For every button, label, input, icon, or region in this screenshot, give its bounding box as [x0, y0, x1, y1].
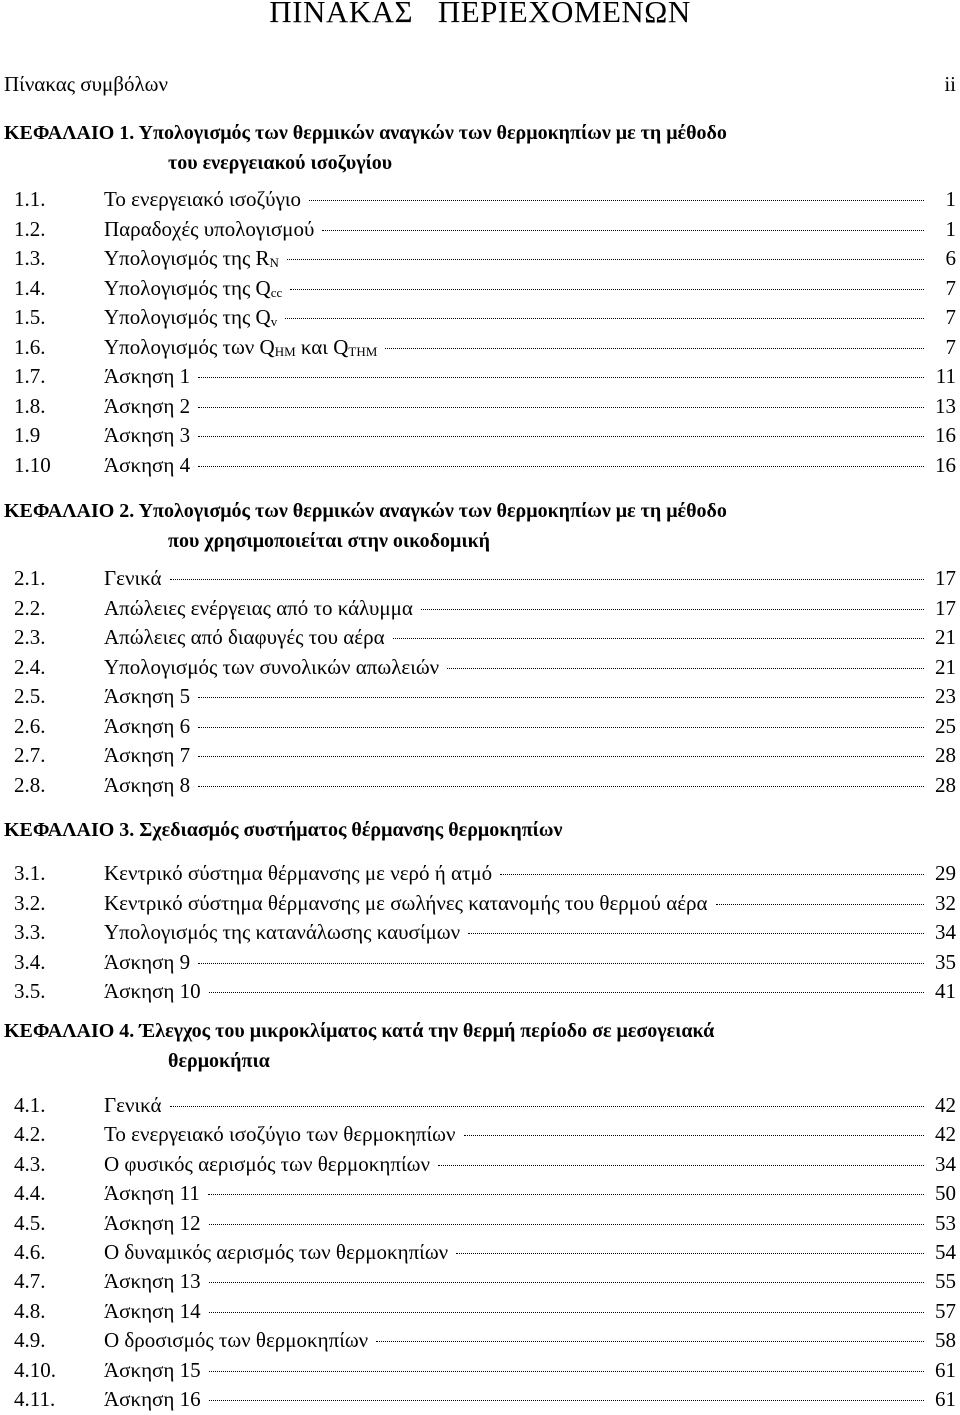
toc-entry-title [104, 711, 190, 741]
dot-leader [198, 756, 924, 757]
toc-entry-title [104, 652, 439, 682]
chapter-heading-line1: ΚΕΦΑΛΑΙΟ 3. Σχεδιασμός συστήματος θέρμανσης θερμοκηπίων [4, 819, 563, 841]
toc-entry-title-text: Άσκηση 15 [104, 1357, 201, 1382]
chapter-heading-line1: ΚΕΦΑΛΑΙΟ 2. Υπολογισμός των θερμικών αναγκών των θερμοκηπίων με τη μέθοδο [4, 500, 727, 522]
toc-entry[interactable] [14, 681, 956, 711]
dot-leader [290, 289, 924, 290]
chapter-3-heading [4, 815, 956, 845]
toc-entry-page: 57 [935, 1298, 956, 1323]
toc-entry[interactable] [14, 563, 956, 593]
toc-entry-number: 2.4. [14, 654, 46, 679]
toc-entry-number: 1.7. [14, 364, 46, 388]
toc-entry[interactable] [14, 947, 956, 977]
chapter-heading-line2: θερμοκήπια [168, 1050, 270, 1072]
toc-entry-page: 1 [945, 216, 956, 241]
toc-entry-title-text: Υπολογισμός της R [104, 246, 270, 270]
toc-entry[interactable] [14, 184, 956, 214]
toc-entry-title [104, 184, 301, 214]
toc-entry-title-text: Ο φυσικός αερισμός των θερμοκηπίων [104, 1151, 430, 1176]
dot-leader [170, 1106, 924, 1107]
toc-entry-number: 3.2. [14, 890, 46, 915]
toc-entry[interactable] [14, 214, 956, 244]
toc-entry-title-text: Κεντρικό σύστημα θέρμανσης με σωλήνες κατανομής του θερμού αέρα [104, 890, 708, 915]
dot-leader [198, 466, 924, 467]
toc-entry-number: 4.7. [14, 1269, 46, 1294]
toc-entry-page: 42 [935, 1122, 956, 1147]
toc-entry-title-text: Άσκηση 4 [104, 452, 191, 477]
dot-leader [198, 436, 924, 437]
toc-entry-title-text: Άσκηση 11 [104, 1181, 200, 1206]
toc-entry[interactable] [14, 1208, 956, 1238]
toc-entry[interactable] [14, 711, 956, 741]
toc-entry-number: 1.8. [14, 393, 46, 418]
chapter-4-heading [4, 1016, 956, 1076]
toc-entry[interactable] [14, 888, 956, 918]
toc-entry-page: 16 [935, 452, 956, 477]
dot-leader [500, 874, 924, 875]
toc-entry-title-text: Άσκηση 10 [104, 979, 201, 1003]
toc-entry-title [104, 214, 314, 244]
toc-entry[interactable] [14, 1266, 956, 1296]
chapter-heading-line1: ΚΕΦΑΛΑΙΟ 4. Έλεγχος του μικροκλίματος κατά την θερμή περίοδο σε μεσογειακά [4, 1020, 715, 1042]
toc-entry-subscript: v [270, 314, 278, 329]
dot-leader [285, 318, 924, 319]
toc-entry[interactable] [14, 302, 956, 332]
toc-entry-title [104, 681, 190, 711]
toc-entry-title [104, 888, 708, 918]
toc-entry-title-text: Άσκηση 16 [104, 1387, 201, 1411]
toc-entry-page: 7 [945, 334, 956, 359]
toc-entry-number: 1.10 [14, 452, 51, 477]
toc-entry-page: 11 [935, 364, 956, 388]
toc-entry-title [104, 420, 190, 450]
toc-entry-number: 2.8. [14, 772, 46, 797]
toc-entry-page: 28 [935, 743, 956, 767]
toc-entry-number: 4.9. [14, 1328, 46, 1353]
chapter-2-heading [4, 496, 956, 556]
toc-entry-number: 2.7. [14, 743, 46, 767]
dot-leader [716, 904, 925, 905]
toc-entry-number: 4.1. [14, 1093, 46, 1117]
toc-entry-page: 16 [935, 423, 956, 447]
toc-entry-page: 13 [935, 393, 956, 418]
toc-entry[interactable] [14, 593, 956, 623]
toc-entry-page: 61 [935, 1387, 956, 1411]
toc-entry[interactable] [14, 332, 956, 362]
toc-entry-title-text: Υπολογισμός της κατανάλωσης καυσίμων [104, 920, 461, 944]
toc-entry-title-text: Άσκηση 6 [104, 713, 191, 738]
toc-entry-page: 21 [935, 654, 956, 679]
toc-entry-number: 2.3. [14, 625, 46, 649]
toc-entry-title-text: Παραδοχές υπολογισμού [104, 216, 315, 241]
toc-entry-title [104, 1237, 448, 1267]
toc-entry[interactable] [14, 652, 956, 682]
toc-entry-number: 4.10. [14, 1357, 56, 1382]
toc-entry-subscript: HM [274, 343, 296, 359]
toc-entry-title [104, 917, 460, 947]
dot-leader [287, 259, 924, 260]
toc-entry[interactable] [14, 1119, 956, 1149]
toc-entry[interactable] [14, 1237, 956, 1267]
chapter-heading-line2: του ενεργειακού ισοζυγίου [168, 152, 393, 174]
toc-entry-number: 4.8. [14, 1298, 46, 1323]
toc-entry-title-text: Ο δυναμικός αερισμός των θερμοκηπίων [104, 1240, 449, 1264]
toc-entry[interactable] [14, 1149, 956, 1179]
toc-entry[interactable] [14, 420, 956, 450]
dot-leader [209, 1312, 924, 1313]
toc-entry-title [104, 1296, 201, 1326]
toc-entry-number: 2.5. [14, 684, 46, 708]
dot-leader [198, 786, 924, 787]
chapter-heading-line1: ΚΕΦΑΛΑΙΟ 1. Υπολογισμός των θερμικών αναγκών των θερμοκηπίων με τη μέθοδο [4, 122, 727, 144]
toc-entry-page: 21 [935, 625, 956, 649]
toc-entry-page: 42 [935, 1093, 956, 1117]
toc-entry-title [104, 450, 190, 480]
dot-leader [376, 1341, 924, 1342]
toc-entry-number: 4.6. [14, 1240, 46, 1264]
toc-entry-page: 34 [935, 920, 956, 944]
toc-entry-title [104, 622, 385, 652]
toc-entry[interactable] [14, 273, 956, 303]
toc-entry-title-text: Άσκηση 8 [104, 772, 191, 797]
symbols-label: Πίνακας συμβόλων [4, 72, 168, 96]
dot-leader [438, 1165, 924, 1166]
toc-entry-page: 54 [935, 1240, 956, 1264]
toc-entry-number: 1.9 [14, 423, 41, 447]
toc-entry[interactable] [14, 740, 956, 770]
toc-entry-title [104, 1149, 430, 1179]
toc-entry-title [104, 1178, 200, 1208]
toc-entry[interactable] [14, 1325, 956, 1355]
dot-leader [208, 1194, 924, 1195]
symbols-page: ii [944, 72, 956, 96]
toc-entry-title-text: Υπολογισμός της Q [104, 275, 271, 300]
toc-entry-title [104, 1325, 368, 1355]
dot-leader [209, 1282, 924, 1283]
toc-entry[interactable] [14, 917, 956, 947]
toc-entry-title [104, 740, 190, 770]
toc-entry-page: 1 [945, 187, 956, 211]
toc-entry-title-text: Άσκηση 5 [104, 684, 191, 708]
toc-entry-title-text: Γενικά [104, 1093, 162, 1117]
dot-leader [385, 348, 924, 349]
dot-leader [209, 1400, 924, 1401]
dot-leader [421, 609, 924, 610]
toc-entry-number: 4.3. [14, 1151, 46, 1176]
toc-entry-number: 4.11. [14, 1387, 56, 1411]
toc-entry-title [104, 593, 413, 623]
toc-entry-number: 4.2. [14, 1122, 46, 1147]
toc-entry-page: 6 [945, 246, 956, 270]
toc-entry-number: 3.3. [14, 920, 46, 944]
toc-entry-number: 1.2. [14, 216, 46, 241]
dot-leader [209, 1371, 924, 1372]
dot-leader [468, 933, 924, 934]
toc-entry-number: 2.6. [14, 713, 46, 738]
dot-leader [464, 1135, 924, 1136]
toc-entry[interactable] [14, 770, 956, 800]
dot-leader [309, 200, 924, 201]
toc-entry-page: 25 [935, 713, 956, 738]
toc-entry-page: 7 [945, 305, 956, 329]
toc-entry-title-text: Άσκηση 9 [104, 949, 191, 974]
toc-entry-title [104, 1208, 201, 1238]
toc-entry-title [104, 391, 190, 421]
dot-leader [209, 992, 924, 993]
toc-entry-number: 1.6. [14, 334, 46, 359]
toc-entry-number: 2.2. [14, 595, 46, 620]
toc-entry[interactable] [14, 1384, 956, 1414]
toc-entry-subscript: N [269, 255, 279, 270]
dot-leader [209, 1224, 924, 1225]
toc-entry-title-text: Άσκηση 12 [104, 1210, 201, 1235]
toc-entry-title-text: Απώλειες ενέργειας από το κάλυμμα [104, 595, 413, 620]
toc-entry-number: 4.5. [14, 1210, 46, 1235]
toc-entry-subscript: THM [348, 343, 378, 359]
toc-entry-number: 1.4. [14, 275, 46, 300]
toc-entry-page: 23 [935, 684, 956, 708]
toc-entry-page: 61 [935, 1357, 956, 1382]
toc-entry-title [104, 1119, 456, 1149]
toc-entry-page: 29 [935, 861, 956, 885]
toc-entry-number: 3.5. [14, 979, 46, 1003]
toc-entry-title [104, 361, 190, 391]
toc-entry-number: 3.4. [14, 949, 46, 974]
toc-entry-page: 58 [935, 1328, 956, 1353]
toc-entry-title [104, 858, 492, 888]
symbols-row[interactable] [4, 72, 956, 102]
toc-entry-page: 32 [935, 890, 956, 915]
toc-entry[interactable] [14, 361, 956, 391]
toc-entry-subscript: cc [270, 284, 283, 300]
toc-entry-page: 17 [935, 566, 956, 590]
toc-entry[interactable] [14, 243, 956, 273]
dot-leader [447, 668, 924, 669]
chapter-heading-line2: που χρησιμοποιείται στην οικοδομική [168, 530, 491, 552]
dot-leader [393, 638, 924, 639]
toc-entry[interactable] [14, 1296, 956, 1326]
toc-entry-number: 1.3. [14, 246, 46, 270]
toc-entry-title [104, 1090, 162, 1120]
toc-entry[interactable] [14, 858, 956, 888]
toc-entry-title-text: Άσκηση 3 [104, 423, 191, 447]
dot-leader [322, 230, 924, 231]
dot-leader [198, 697, 924, 698]
toc-entry[interactable] [14, 976, 956, 1006]
dot-leader [170, 579, 924, 580]
dot-leader [198, 963, 924, 964]
toc-entry-title-text: Το ενεργειακό ισοζύγιο [104, 187, 301, 211]
toc-entry-title [104, 1266, 201, 1296]
toc-entry-page: 55 [935, 1269, 956, 1294]
toc-entry-page: 35 [935, 949, 956, 974]
toc-entry-title-text: Άσκηση 13 [104, 1269, 201, 1294]
toc-entry-number: 4.4. [14, 1181, 46, 1206]
toc-entry-page: 41 [935, 979, 956, 1003]
toc-entry-number: 2.1. [14, 566, 46, 590]
toc-entry-title [104, 563, 162, 593]
page-title: ΠΙΝΑΚΑΣ ΠΕΡΙΕΧΟΜΕΝΩΝ [269, 0, 691, 29]
toc-entry-title-text: και Q [295, 334, 349, 359]
toc-entry-page: 17 [935, 595, 956, 620]
toc-entry-title-text: Άσκηση 7 [104, 743, 191, 767]
toc-entry-title-text: Απώλειες από διαφυγές του αέρα [104, 625, 385, 649]
chapter-1-heading [4, 118, 956, 178]
toc-entry-page: 28 [935, 772, 956, 797]
toc-entry[interactable] [14, 450, 956, 480]
toc-entry-number: 1.5. [14, 305, 46, 329]
toc-entry-title-text: Ο δροσισμός των θερμοκηπίων [104, 1328, 369, 1353]
toc-entry-number: 3.1. [14, 861, 46, 885]
toc-entry[interactable] [14, 391, 956, 421]
toc-entry[interactable] [14, 1178, 956, 1208]
toc-entry[interactable] [14, 1090, 956, 1120]
toc-entry-title-text: Άσκηση 1 [104, 364, 191, 388]
toc-entry-title-text: Το ενεργειακό ισοζύγιο των θερμοκηπίων [104, 1122, 456, 1147]
toc-entry-page: 50 [935, 1181, 956, 1206]
toc-entry-title-text: Άσκηση 2 [104, 393, 191, 418]
toc-entry-title [104, 976, 201, 1006]
dot-leader [198, 727, 924, 728]
toc-entry-title [104, 947, 190, 977]
toc-entry-title [104, 1355, 201, 1385]
toc-entry-title-text: Γενικά [104, 566, 162, 590]
toc-entry-title-text: Υπολογισμός των συνολικών απωλειών [104, 654, 440, 679]
toc-entry[interactable] [14, 622, 956, 652]
toc-entry-page: 7 [945, 275, 956, 300]
toc-entry-page: 34 [935, 1151, 956, 1176]
dot-leader [456, 1253, 924, 1254]
dot-leader [198, 377, 924, 378]
toc-entry[interactable] [14, 1355, 956, 1385]
toc-entry-title [104, 1384, 201, 1414]
toc-entry-title-text: Υπολογισμός των Q [104, 334, 275, 359]
toc-entry-title-text: Άσκηση 14 [104, 1298, 201, 1323]
toc-entry-number: 1.1. [14, 187, 46, 211]
toc-entry-title-text: Υπολογισμός της Q [104, 305, 271, 329]
toc-entry-title [104, 770, 190, 800]
dot-leader [198, 407, 924, 408]
toc-entry-page: 53 [935, 1210, 956, 1235]
toc-entry-title-text: Κεντρικό σύστημα θέρμανσης με νερό ή ατμό [104, 861, 493, 885]
